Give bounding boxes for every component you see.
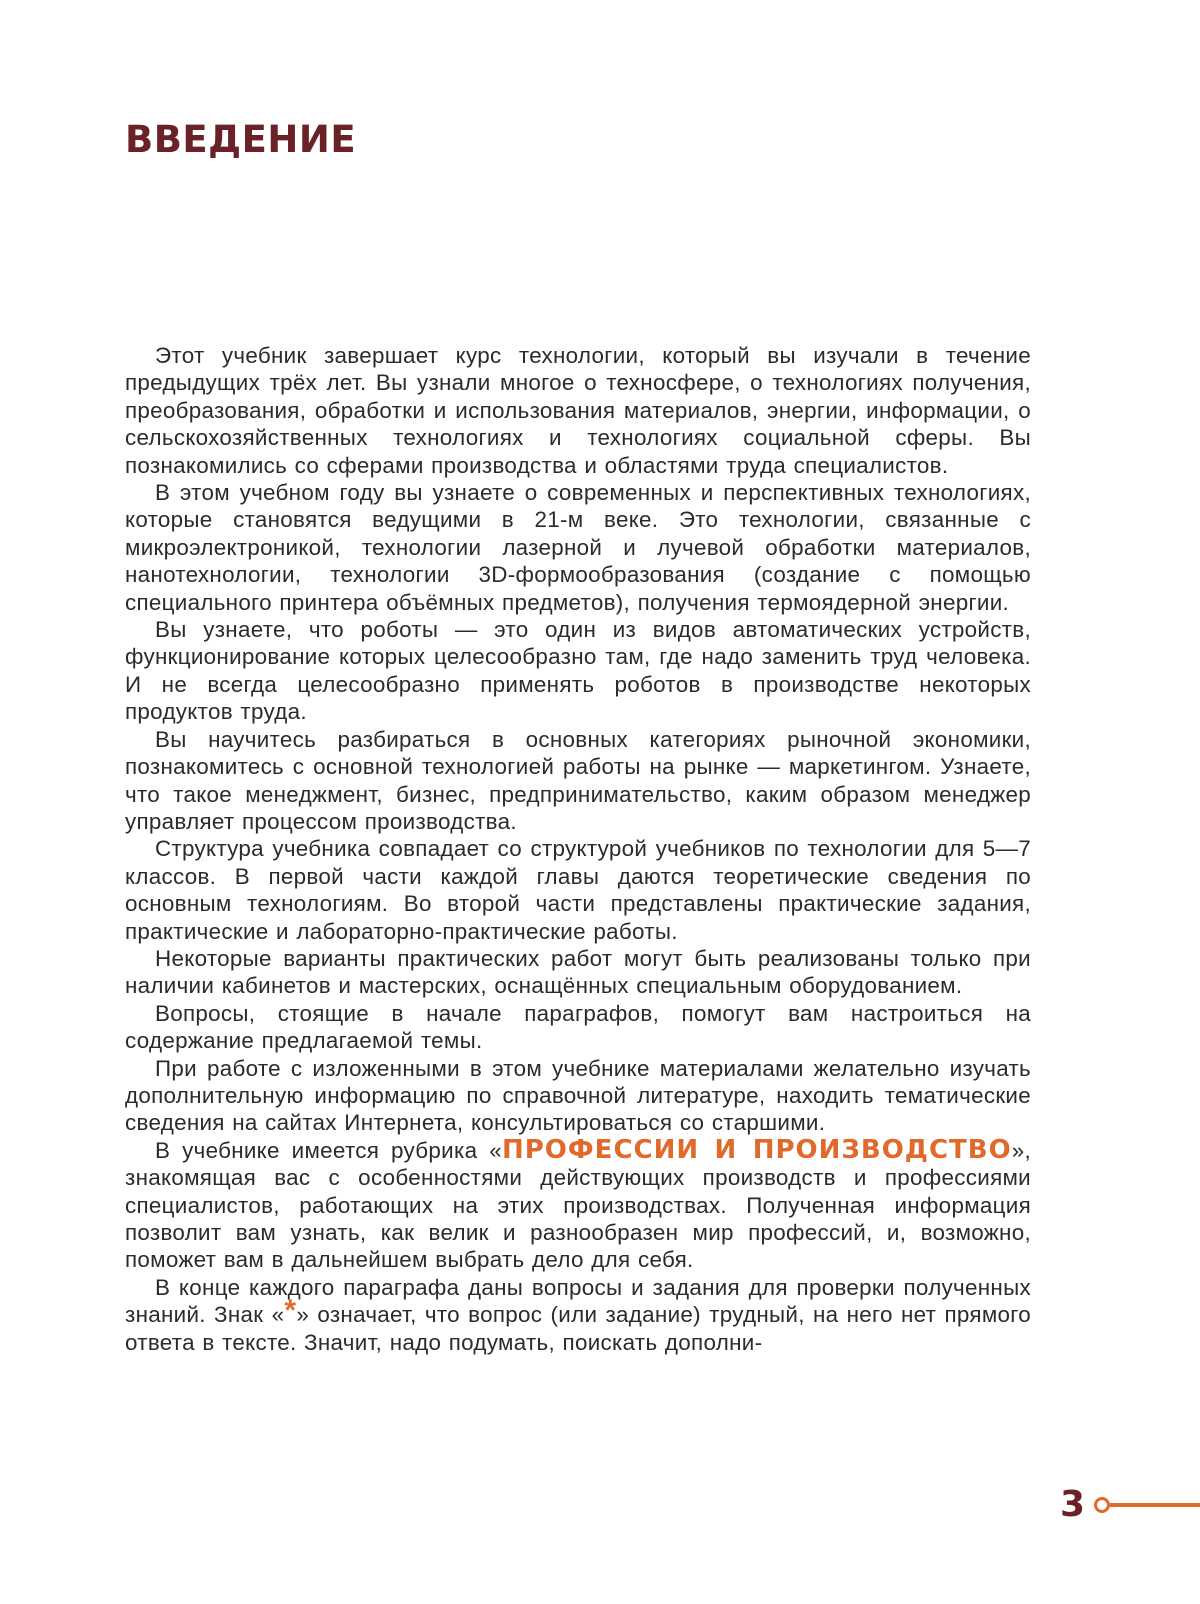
paragraph-modern-technologies: В этом учебном году вы узнаете о современных и перспективных технологиях, которые становятся ведущими в 21-м веке. Это технологии, связанные с микроэлектроникой, технологии лазерной и лучевой обработки материалов, нанотехнологии, технологии 3D-формообразования (создание с помощью специального принтера объёмных предметов), получения термоядерной энергии. (125, 480, 1031, 615)
final-text-after: » означает, что вопрос (или задание) трудный, на него нет прямого ответа в тексте. Значит, надо подумать, поискать дополни- (125, 1302, 1031, 1355)
paragraph-questions: Вопросы, стоящие в начале параграфов, помогут вам настроиться на содержание предлагаемой темы. (125, 1000, 1031, 1054)
paragraph-robots: Вы узнаете, что роботы — это один из видов автоматических устройств, функционирование которых целесообразно там, где надо заменить труд человека. И не всегда целесообразно применять роботов в производстве некоторых продуктов труда. (125, 617, 1031, 725)
page-marker-line (1110, 1503, 1200, 1507)
paragraph-additional-info: При работе с изложенными в этом учебнике материалами желательно изучать дополнительную информацию по справочной литературе, находить тематические сведения на сайтах Интернета, консультироваться со старшими. (125, 1055, 1031, 1136)
asterisk-icon: * (284, 1294, 297, 1328)
page-number: 3 (1060, 1484, 1086, 1525)
paragraph-market-economy: Вы научитесь разбираться в основных категориях рыночной экономики, познакомитесь с основной технологией работы на рынке — маркетингом. Узнаете, что такое менеджмент, бизнес, предпринимательство, каким образом менеджер управляет процессом производства. (125, 726, 1031, 834)
intro-body-text (125, 342, 1031, 1356)
page-number-marker (1060, 1482, 1200, 1528)
final-text-before: В конце каждого параграфа даны вопросы и задания для проверки полученных знаний. Знак « (125, 1274, 1031, 1328)
rubric-text-after: », знакомящая вас с особенностями действующих производств и профессиями специалистов, работающих на этих производствах. Полученная информация позволит вам узнать, как велик и разнообразен мир профессий, и, возможно, поможет вам в дальнейшем выбрать дело для себя. (125, 1137, 1031, 1273)
page-title: ВВЕДЕНИЕ (125, 118, 357, 161)
paragraph-final (125, 1274, 1031, 1356)
paragraph-practical-works: Некоторые варианты практических работ могут быть реализованы только при наличии кабинетов и мастерских, оснащённых специальным оборудованием. (125, 945, 1031, 999)
paragraph-course-summary: Этот учебник завершает курс технологии, который вы изучали в течение предыдущих трёх лет. Вы узнали многое о техносфере, о технологиях получения, преобразования, обработки и использования материалов, энергии, информации, о сельскохозяйственных технологиях и технологиях социальной сферы. Вы познакомились со сферами производства и областями труда специалистов. (125, 343, 1031, 478)
rubric-text-before: В учебнике имеется рубрика « (155, 1137, 502, 1163)
rubric-professions-and-production: ПРОФЕССИИ И ПРОИЗВОДСТВО (501, 1134, 1012, 1165)
paragraph-textbook-structure: Структура учебника совпадает со структурой учебников по технологии для 5—7 классов. В первой части каждой главы даются теоретические сведения по основным технологиям. Во второй части представлены практические задания, практические и лабораторно-практические работы. (125, 836, 1031, 944)
circle-with-line-icon (1094, 1497, 1110, 1513)
paragraph-rubric (125, 1134, 1031, 1274)
